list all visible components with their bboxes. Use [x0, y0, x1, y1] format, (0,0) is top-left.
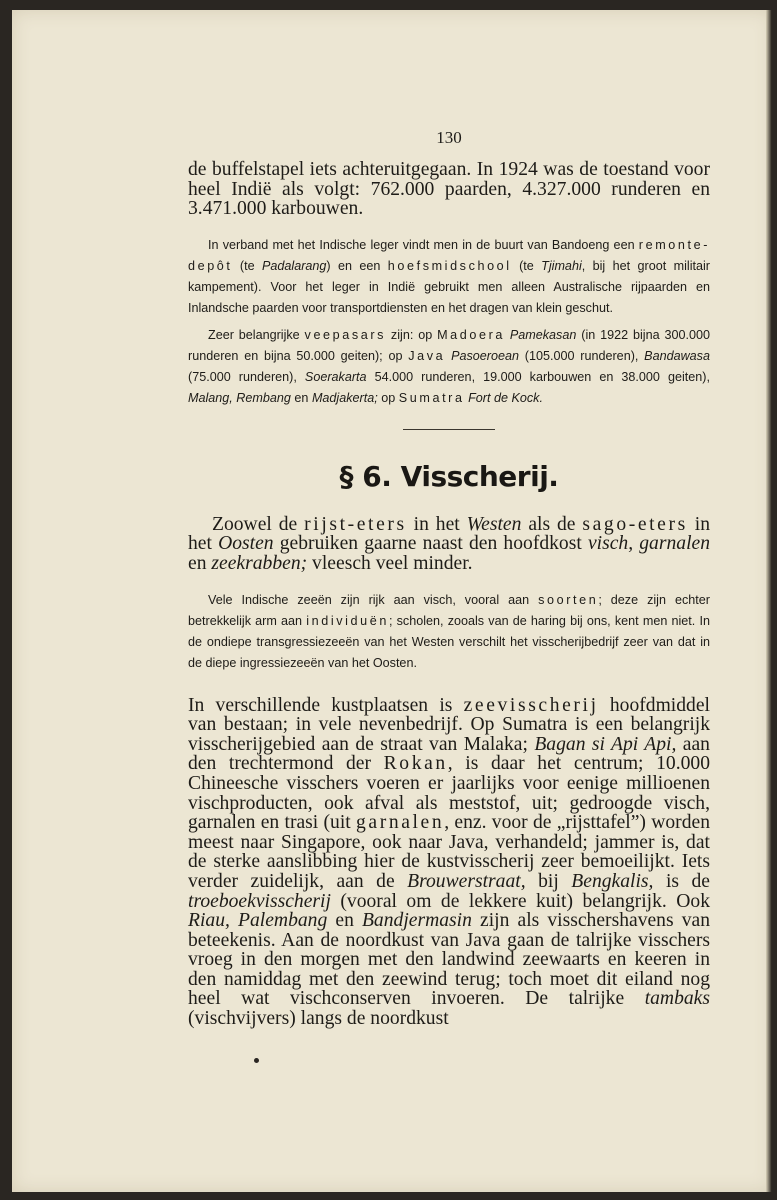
page-content [188, 128, 710, 1029]
book-page [12, 10, 772, 1192]
paragraph-sea-fishery: In verschillende kustplaatsen is zeevisscherij hoofdmiddel van bestaan; in vele nevenbedrijf. Op Sumatra is een belangrijk visscherijgebied aan de straat van Malaka; Bagan si Api Api, aan den trechtermond der Rokan, is daar het centrum; 10.000 Chineesche visschers voeren er jaarlijks voor eenige millioenen vischproducten, ook afval als meststof, uit; gedroogde visch, garnalen en trasi (uit garnalen, enz. voor de „rijsttafel”) worden meest naar Singapore, ook naar Java, verhandeld; jammer is, dat de sterke aanslibbing hier de kustvisscherij zeer bemoeilijkt. Iets verder zuidelijk, aan de Brouwerstraat, bij Bengkalis, is de troeboekvisscherij (vooral om de lekkere kuit) belangrijk. Ook Riau, Palembang en Bandjermasin zijn als visschershavens van beteekenis. Aan de noordkust van Java gaan de talrijke visschers vroeg in den morgen met den landwind zeewaarts en keeren in den namiddag met den zeewind terug; toch moet dit eiland nog heel wat vischconserven invoeren. De talrijke tambaks (vischvijvers) langs de noordkust [188, 694, 711, 1030]
page-number: 130 [436, 128, 462, 147]
paragraph-cattle-markets: Zeer belangrijke veepasars zijn: op Madoera Pamekasan (in 1922 bijna 300.000 runderen en bijna 50.000 geiten); op Java Pasoeroean (105.000 runderen), Bandawasa (75.000 runderen), Soerakarta 54.000 runderen, 19.000 karbouwen en 38.000 geiten), Malang, Rembang en Madjakerta; op Sumatra Fort de Kock. [188, 327, 710, 405]
paragraph-fish-diet: Zoowel de rijst-eters in het Westen als de sago-eters in het Oosten gebruiken gaarne naast den hoofdkost visch, garnalen en zeekrabben; vleesch veel minder. [188, 513, 711, 574]
section-divider [403, 429, 495, 430]
paragraph-remount-depot: In verband met het Indische leger vindt men in de buurt van Bandoeng een remonte-depôt (te Padalarang) en een hoefsmidschool (te Tjimahi, bij het groot militair kampement). Voor het leger in Indië gebruikt men alleen Australische rijpaarden en Inlandsche paarden voor transportdiensten en het dragen van klein geschut. [188, 237, 710, 315]
section-heading: § 6. Visscherij. [339, 459, 559, 493]
page-edge-shadow [766, 10, 772, 1192]
paragraph-livestock-totals: de buffelstapel iets achteruitgegaan. In 1924 was de toestand voor heel Indië als volgt: 762.000 paarden, 4.327.000 runderen en 3.471.000 karbouwen. [188, 159, 710, 220]
paragraph-fish-species: Vele Indische zeeën zijn rijk aan visch, vooral aan soorten; deze zijn echter betrekkelijk arm aan individuën; scholen, zooals van de haring bij ons, kent men niet. In de ondiepe transgressiezeeën van het Westen verschilt het visscherijbedrijf zeer van dat in de diepe ingressiezeeën van het Oosten. [188, 592, 710, 670]
ink-speck [254, 1058, 259, 1063]
